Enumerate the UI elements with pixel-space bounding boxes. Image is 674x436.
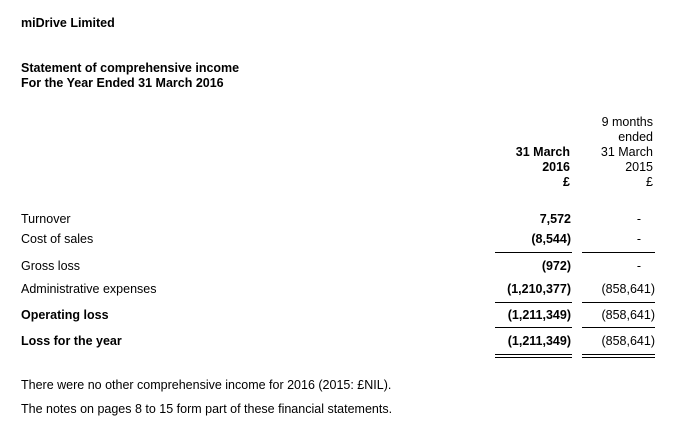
col-prior-header-line3: 31 March xyxy=(600,145,653,159)
loss-rule-prior xyxy=(582,327,655,328)
total-double-rule-current-bottom xyxy=(495,357,572,358)
note-financial-statements: The notes on pages 8 to 15 form part of these financial statements. xyxy=(21,402,393,416)
row-value-prior-operating-loss: (858,641) xyxy=(601,308,655,322)
note-other-comprehensive-income: There were no other comprehensive income for 2016 (2015: £NIL). xyxy=(21,378,392,392)
row-value-current-operating-loss: (1,211,349) xyxy=(507,308,571,322)
row-value-prior-gross-loss: - xyxy=(636,259,641,273)
row-value-prior-turnover: - xyxy=(636,212,641,226)
col-prior-header-line1: 9 months xyxy=(601,115,653,129)
row-value-prior-administrative-expenses: (858,641) xyxy=(601,282,655,296)
row-label-cost-of-sales: Cost of sales xyxy=(21,232,94,246)
operating-rule-current xyxy=(495,302,572,303)
row-value-current-administrative-expenses: (1,210,377) xyxy=(507,282,571,296)
row-value-current-loss-for-the-year: (1,211,349) xyxy=(507,334,571,348)
col-current-header-line1: 31 March xyxy=(515,145,570,159)
loss-rule-current xyxy=(495,327,572,328)
row-label-administrative-expenses: Administrative expenses xyxy=(21,282,157,296)
col-current-header-currency: £ xyxy=(563,175,570,189)
statement-period: For the Year Ended 31 March 2016 xyxy=(21,76,224,90)
col-prior-header-line4: 2015 xyxy=(625,160,653,174)
row-value-prior-loss-for-the-year: (858,641) xyxy=(601,334,655,348)
company-name: miDrive Limited xyxy=(21,16,115,30)
statement-title: Statement of comprehensive income xyxy=(21,61,240,75)
col-current-header-line2: 2016 xyxy=(542,160,570,174)
col-prior-header-line2: ended xyxy=(618,130,653,144)
operating-rule-prior xyxy=(582,302,655,303)
total-double-rule-prior-top xyxy=(582,354,655,355)
total-double-rule-prior-bottom xyxy=(582,357,655,358)
row-label-gross-loss: Gross loss xyxy=(21,259,81,273)
row-value-current-turnover: 7,572 xyxy=(539,212,571,226)
subtotal-rule-prior xyxy=(582,252,655,253)
subtotal-rule-current xyxy=(495,252,572,253)
row-label-turnover: Turnover xyxy=(21,212,71,226)
row-label-operating-loss: Operating loss xyxy=(21,308,109,322)
row-value-current-gross-loss: (972) xyxy=(541,259,571,273)
total-double-rule-current-top xyxy=(495,354,572,355)
row-value-current-cost-of-sales: (8,544) xyxy=(531,232,571,246)
col-prior-header-currency: £ xyxy=(646,175,653,189)
row-label-loss-for-the-year: Loss for the year xyxy=(21,334,122,348)
row-value-prior-cost-of-sales: - xyxy=(636,232,641,246)
